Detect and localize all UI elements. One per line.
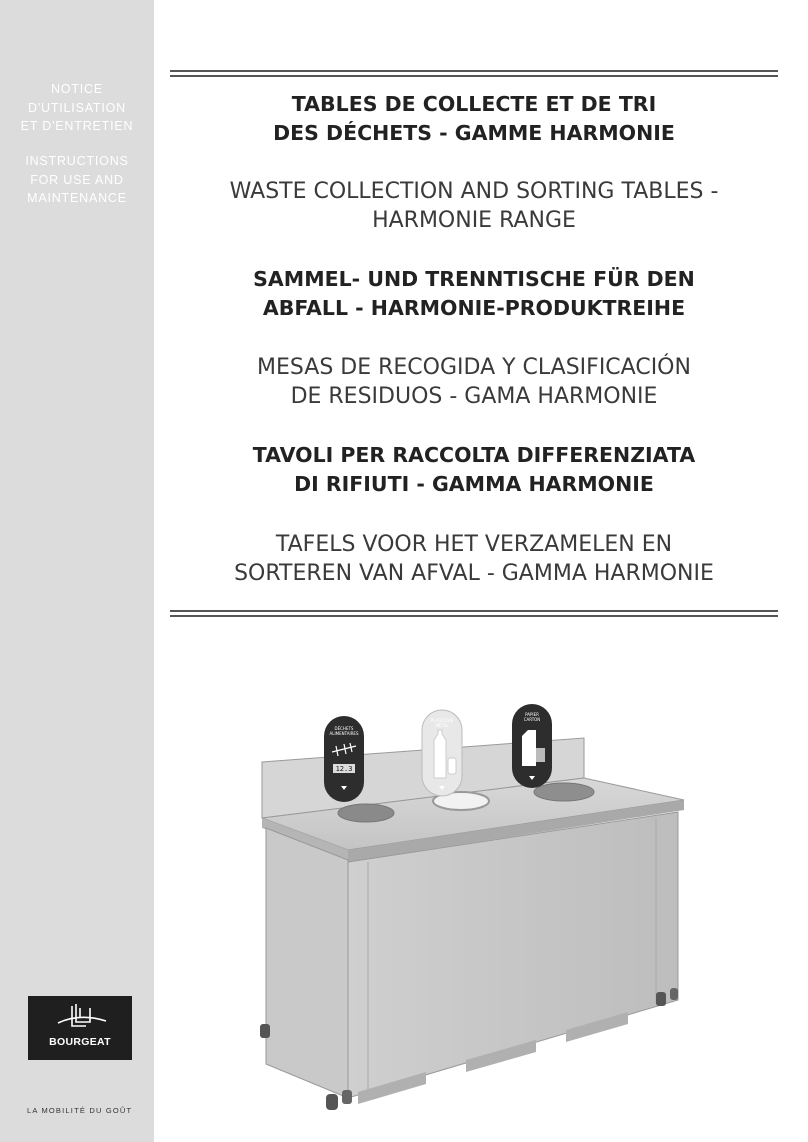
title-en-line-2: HARMONIE RANGE	[372, 208, 576, 233]
bottom-rule-1	[170, 610, 778, 612]
title-es-line-2: DE RESIDUOS - GAMA HARMONIE	[290, 384, 658, 409]
wheel	[670, 988, 678, 1000]
cabinet-side	[266, 828, 348, 1098]
title-fr-line-2: DES DÉCHETS - GAMME HARMONIE	[273, 121, 675, 145]
sign-right-line-1: PAPIER	[525, 712, 539, 717]
paper-icon	[536, 748, 545, 762]
brand-tagline: LA MOBILITÉ DU GOÛT	[27, 1106, 133, 1115]
title-dutch	[170, 530, 778, 588]
title-en-line-1: WASTE COLLECTION AND SORTING TABLES -	[229, 179, 719, 204]
wheel	[260, 1024, 270, 1038]
can-icon	[448, 758, 456, 774]
hole-food-waste	[338, 804, 394, 822]
notice-en-line-3: MAINTENANCE	[27, 191, 127, 205]
notice-en-line-1: INSTRUCTIONS	[25, 154, 129, 168]
title-it-line-1: TAVOLI PER RACCOLTA DIFFERENZIATA	[252, 443, 696, 467]
title-de-line-1: SAMMEL- UND TRENNTISCHE FÜR DEN	[253, 267, 695, 291]
sign-plastic-metal	[422, 710, 462, 796]
product-illustration	[256, 700, 696, 1130]
hole-paper-carton	[534, 783, 594, 801]
brand-name: BOURGEAT	[49, 1036, 111, 1048]
sign-left-line-2: ALIMENTAIRES	[329, 731, 359, 736]
sign-middle-line-2: MÉTAL	[435, 723, 449, 728]
wheel	[656, 992, 666, 1006]
top-rule-1	[170, 70, 778, 72]
title-it-line-2: DI RIFIUTI - GAMMA HARMONIE	[294, 472, 654, 496]
notice-fr-line-1: NOTICE	[50, 82, 104, 96]
sign-paper-carton	[512, 704, 552, 788]
brand-logo	[28, 996, 132, 1060]
title-de-line-2: ABFALL - HARMONIE-PRODUKTREIHE	[262, 296, 686, 320]
title-nl-line-1: TAFELS VOOR HET VERZAMELEN EN	[275, 532, 673, 557]
sidebar	[0, 0, 154, 1142]
sign-middle-line-1: PLASTIQUE	[430, 718, 454, 723]
notice-english	[0, 152, 154, 208]
notice-en-line-2: FOR USE AND	[30, 172, 124, 187]
bottle-icon	[434, 730, 446, 778]
scale-display: 12.3	[335, 765, 353, 773]
title-english	[170, 177, 778, 235]
notice-fr-line-3: ET D'ENTRETIEN	[20, 119, 134, 133]
sign-right-line-2: CARTON	[523, 717, 541, 722]
notice-french	[0, 80, 154, 136]
sign-food-waste	[324, 716, 364, 802]
bottom-rule-2	[170, 615, 778, 617]
notice-fr-line-2: D'UTILISATION	[28, 100, 126, 115]
carton-icon	[522, 730, 536, 766]
wheel	[326, 1094, 338, 1110]
title-french	[170, 90, 778, 148]
wheel	[342, 1090, 352, 1104]
sign-left-line-1: DÉCHETS	[334, 726, 354, 731]
title-nl-line-2: SORTEREN VAN AFVAL - GAMMA HARMONIE	[234, 561, 714, 586]
top-rule-2	[170, 75, 778, 77]
logo-mark-icon	[28, 996, 132, 1036]
title-spanish	[170, 353, 778, 411]
title-german	[170, 265, 778, 323]
title-es-line-1: MESAS DE RECOGIDA Y CLASIFICACIÓN	[257, 355, 691, 380]
title-italian	[170, 441, 778, 499]
title-fr-line-1: TABLES DE COLLECTE ET DE TRI	[291, 92, 657, 116]
